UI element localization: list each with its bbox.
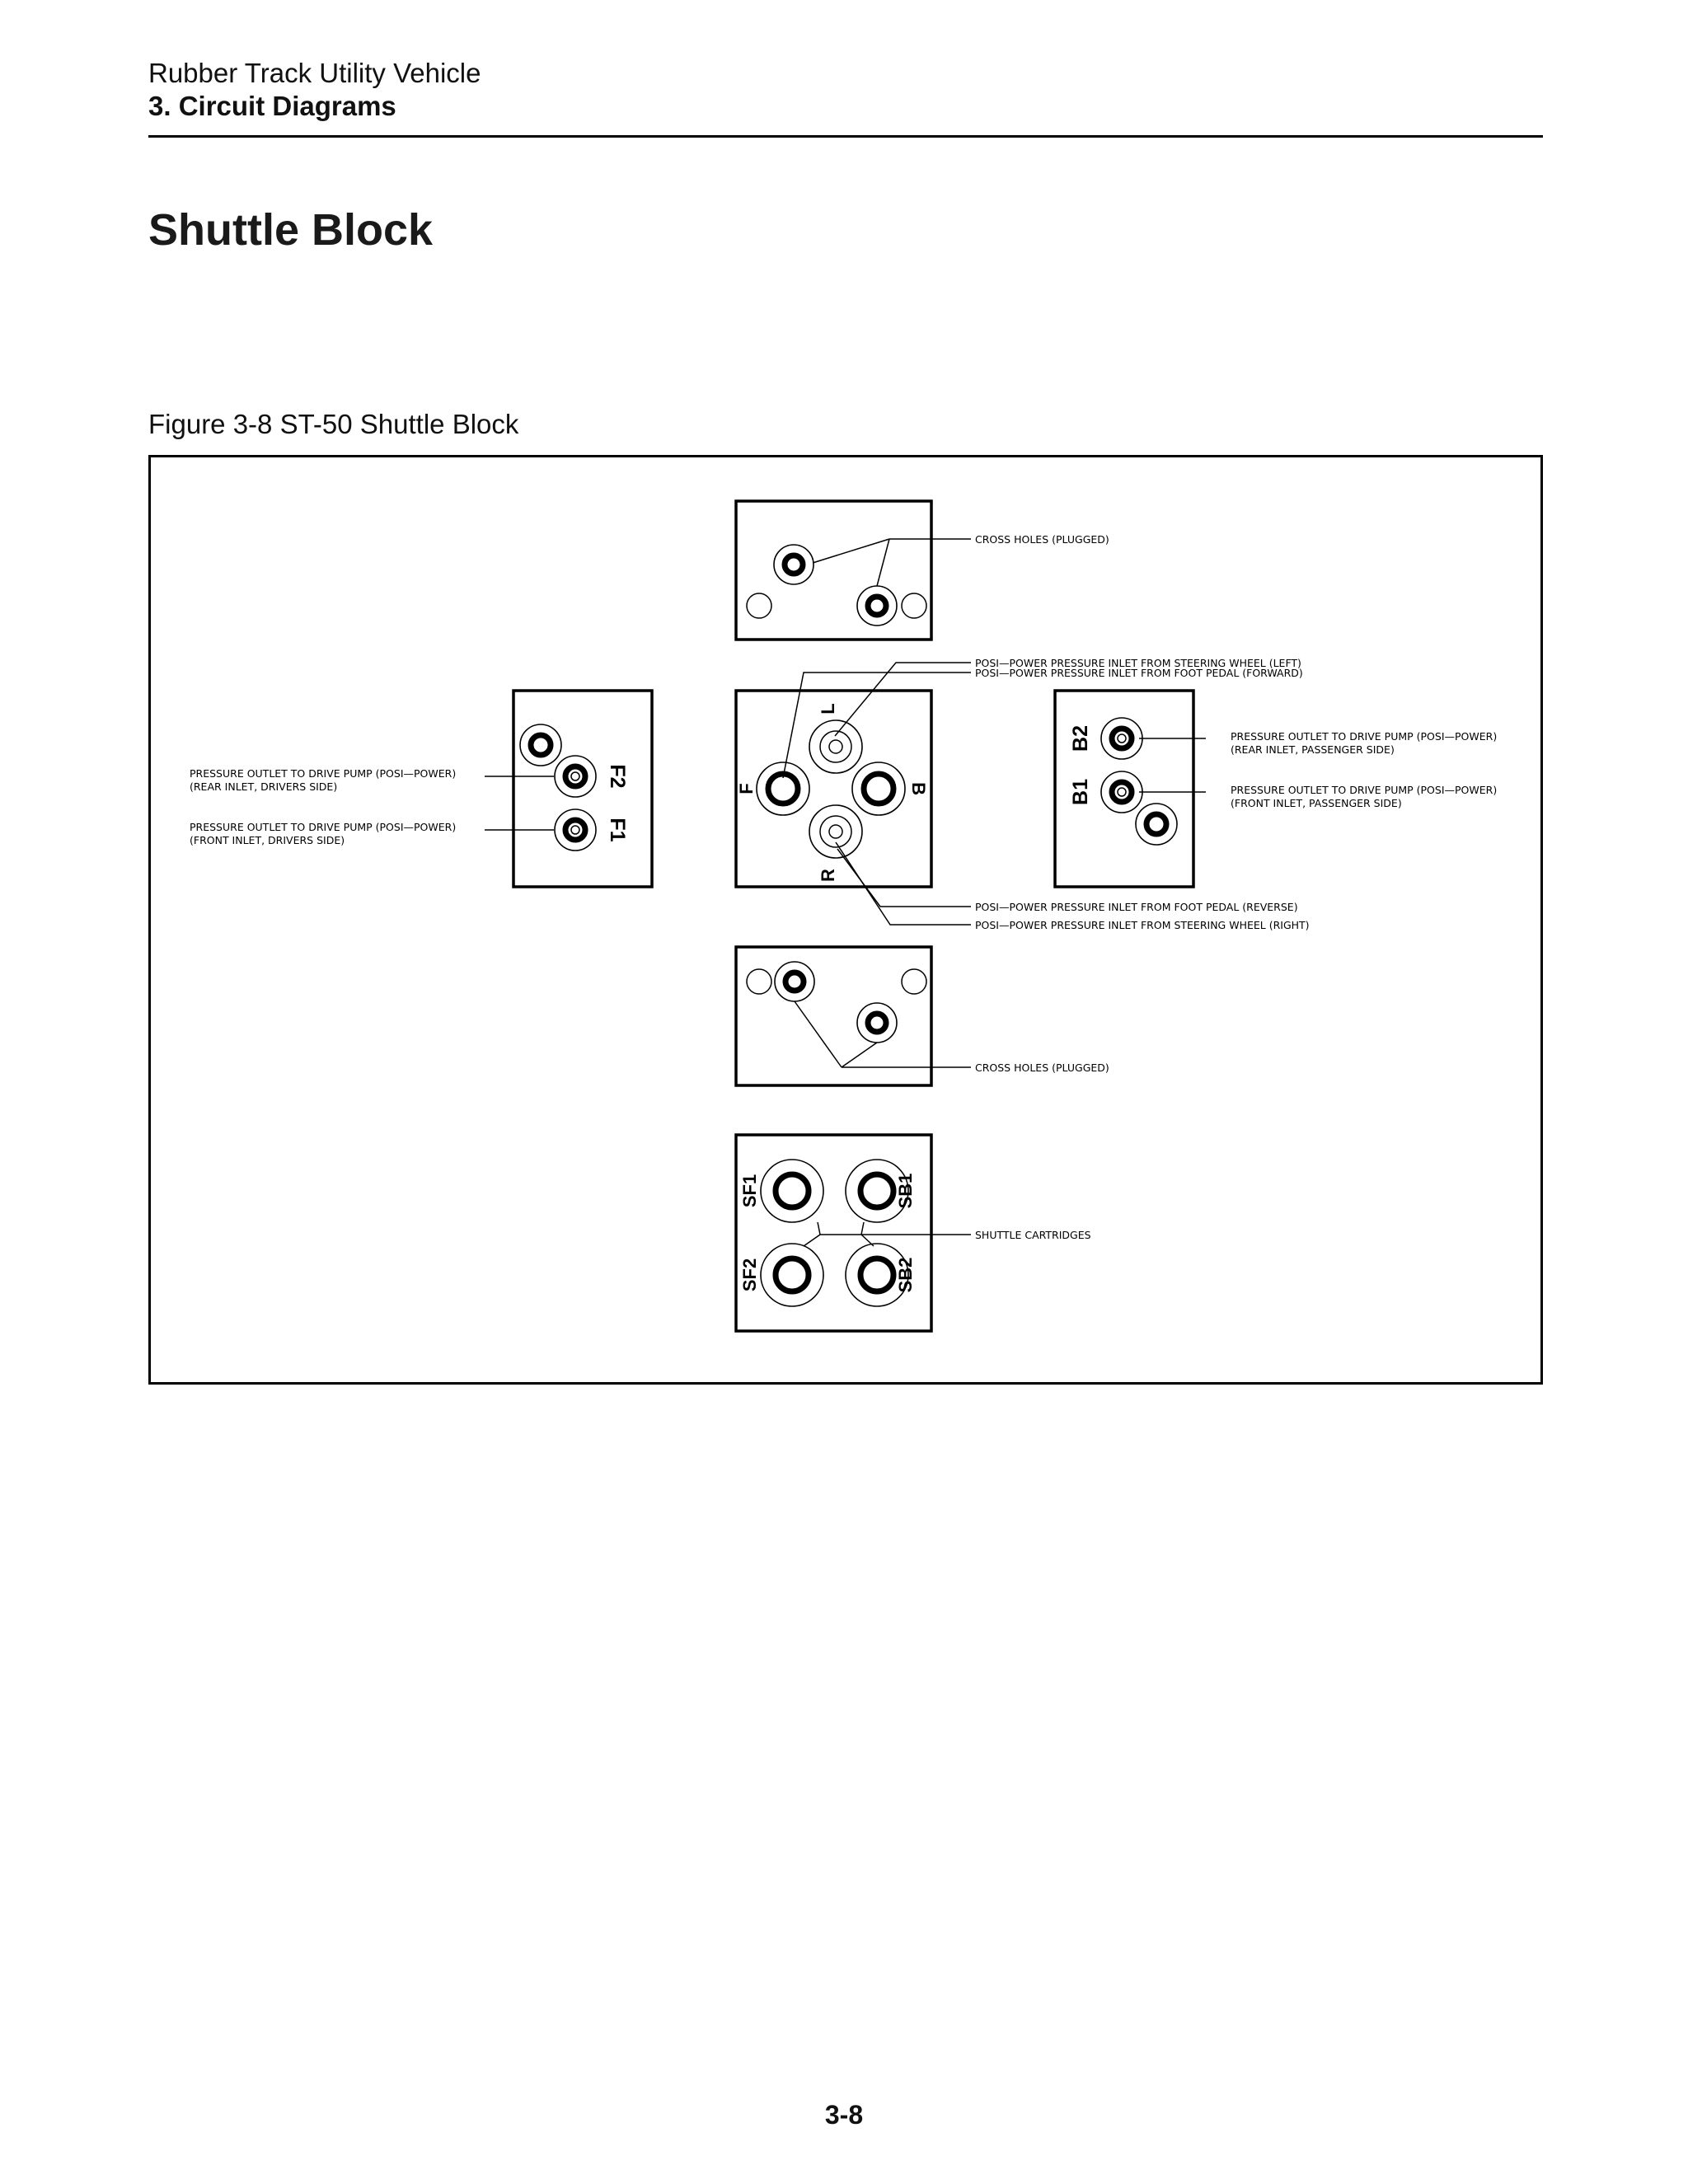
bottom-cross-holes-block bbox=[736, 947, 931, 1085]
label-cross-holes-bottom: CROSS HOLES (PLUGGED) bbox=[975, 1062, 1109, 1074]
top-cross-holes-block bbox=[736, 501, 931, 640]
label-inlet-steering-left: POSI—POWER PRESSURE INLET FROM STEERING WHEEL (LEFT) bbox=[975, 657, 1301, 669]
page-number: 3-8 bbox=[824, 2100, 864, 2130]
label-inlet-steering-right: POSI—POWER PRESSURE INLET FROM STEERING WHEEL (RIGHT) bbox=[975, 919, 1310, 931]
label-outlet-rear-driver-2: (REAR INLET, DRIVERS SIDE) bbox=[190, 780, 338, 793]
figure-caption: Figure 3-8 ST-50 Shuttle Block bbox=[148, 409, 519, 439]
label-cross-holes-top: CROSS HOLES (PLUGGED) bbox=[975, 533, 1109, 546]
port-label-sf2: SF2 bbox=[739, 1258, 760, 1292]
port-label-f: F bbox=[736, 783, 757, 794]
label-outlet-rear-driver-1: PRESSURE OUTLET TO DRIVE PUMP (POSI—POWER) bbox=[190, 767, 457, 780]
port-label-r: R bbox=[818, 869, 838, 882]
header-section: 3. Circuit Diagrams bbox=[148, 91, 396, 121]
shuttle-block-diagram bbox=[148, 455, 1543, 1386]
label-shuttle-cartridges: SHUTTLE CARTRIDGES bbox=[975, 1229, 1091, 1241]
shuttle-cartridges-block bbox=[736, 1135, 931, 1331]
figure-frame bbox=[150, 457, 1542, 1384]
label-inlet-pedal-reverse: POSI—POWER PRESSURE INLET FROM FOOT PEDAL (REVERSE) bbox=[975, 901, 1298, 913]
left-driver-side-block bbox=[513, 691, 652, 887]
label-outlet-front-passenger-1: PRESSURE OUTLET TO DRIVE PUMP (POSI—POWER) bbox=[1231, 784, 1498, 796]
center-inlet-block bbox=[736, 691, 931, 887]
label-inlet-pedal-forward: POSI—POWER PRESSURE INLET FROM FOOT PEDAL (FORWARD) bbox=[975, 667, 1303, 679]
header-subtitle: Rubber Track Utility Vehicle bbox=[148, 58, 481, 88]
label-outlet-rear-passenger-2: (REAR INLET, PASSENGER SIDE) bbox=[1231, 743, 1395, 756]
port-label-b1: B1 bbox=[1069, 779, 1092, 805]
port-label-sf1: SF1 bbox=[739, 1174, 760, 1208]
port-label-sb2: SB2 bbox=[895, 1257, 916, 1293]
port-label-b: B bbox=[908, 782, 929, 795]
header-divider bbox=[148, 135, 1543, 138]
label-outlet-rear-passenger-1: PRESSURE OUTLET TO DRIVE PUMP (POSI—POWER) bbox=[1231, 730, 1498, 743]
port-label-l: L bbox=[818, 703, 838, 715]
label-outlet-front-driver-2: (FRONT INLET, DRIVERS SIDE) bbox=[190, 834, 345, 846]
label-outlet-front-driver-1: PRESSURE OUTLET TO DRIVE PUMP (POSI—POWER) bbox=[190, 821, 457, 833]
port-label-f1: F1 bbox=[606, 818, 629, 842]
page-title: Shuttle Block bbox=[148, 205, 434, 255]
port-label-sb1: SB1 bbox=[895, 1173, 916, 1209]
label-outlet-front-passenger-2: (FRONT INLET, PASSENGER SIDE) bbox=[1231, 797, 1402, 809]
port-label-f2: F2 bbox=[606, 764, 629, 789]
port-label-b2: B2 bbox=[1069, 725, 1092, 752]
